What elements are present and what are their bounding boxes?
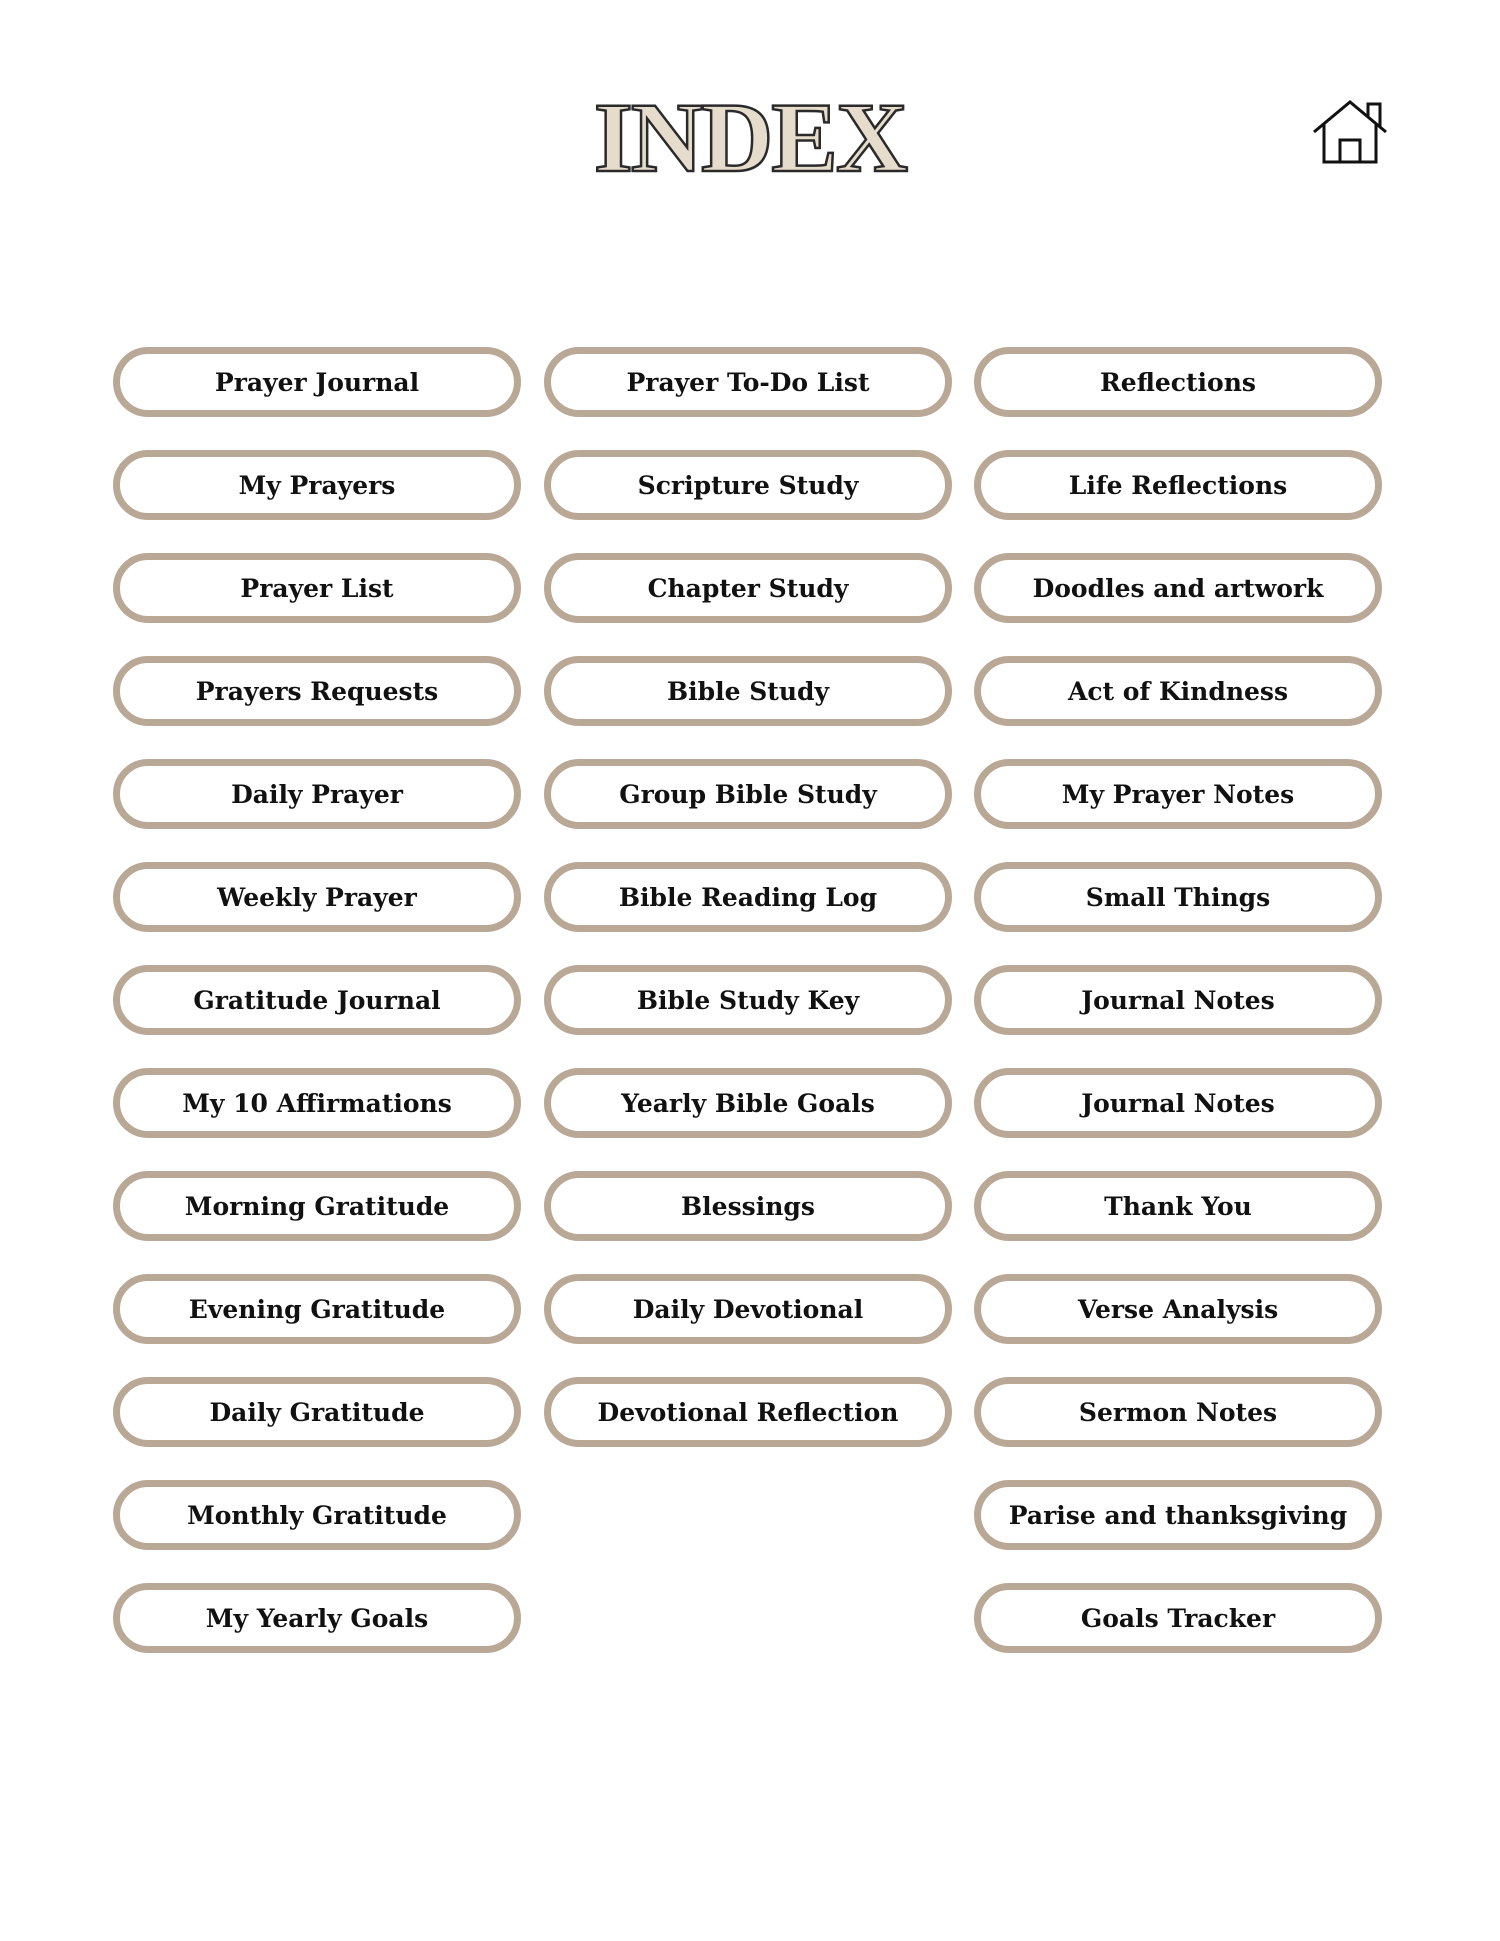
index-column-3 (974, 347, 1382, 1686)
index-link-prayer-journal[interactable]: Prayer Journal (113, 347, 521, 417)
index-link-group-bible-study[interactable]: Group Bible Study (544, 759, 952, 829)
index-link-yearly-bible-goals[interactable]: Yearly Bible Goals (544, 1068, 952, 1138)
index-link-life-reflections[interactable]: Life Reflections (974, 450, 1382, 520)
index-link-act-of-kindness[interactable]: Act of Kindness (974, 656, 1382, 726)
index-link-gratitude-journal[interactable]: Gratitude Journal (113, 965, 521, 1035)
index-link-bible-reading-log[interactable]: Bible Reading Log (544, 862, 952, 932)
index-link-thank-you[interactable]: Thank You (974, 1171, 1382, 1241)
index-link-journal-notes-2[interactable]: Journal Notes (974, 1068, 1382, 1138)
index-link-verse-analysis[interactable]: Verse Analysis (974, 1274, 1382, 1344)
index-link-small-things[interactable]: Small Things (974, 862, 1382, 932)
home-button[interactable] (1310, 98, 1390, 168)
home-icon (1310, 98, 1390, 168)
index-link-my-10-affirmations[interactable]: My 10 Affirmations (113, 1068, 521, 1138)
index-link-bible-study-key[interactable]: Bible Study Key (544, 965, 952, 1035)
index-link-weekly-prayer[interactable]: Weekly Prayer (113, 862, 521, 932)
index-link-my-yearly-goals[interactable]: My Yearly Goals (113, 1583, 521, 1653)
index-link-prayers-requests[interactable]: Prayers Requests (113, 656, 521, 726)
page-title: INDEX (593, 82, 907, 193)
index-link-reflections[interactable]: Reflections (974, 347, 1382, 417)
index-link-monthly-gratitude[interactable]: Monthly Gratitude (113, 1480, 521, 1550)
index-link-sermon-notes[interactable]: Sermon Notes (974, 1377, 1382, 1447)
index-link-journal-notes-1[interactable]: Journal Notes (974, 965, 1382, 1035)
index-link-prayer-list[interactable]: Prayer List (113, 553, 521, 623)
index-link-morning-gratitude[interactable]: Morning Gratitude (113, 1171, 521, 1241)
index-link-prayer-to-do-list[interactable]: Prayer To-Do List (544, 347, 952, 417)
index-link-daily-prayer[interactable]: Daily Prayer (113, 759, 521, 829)
index-link-goals-tracker[interactable]: Goals Tracker (974, 1583, 1382, 1653)
index-link-devotional-reflection[interactable]: Devotional Reflection (544, 1377, 952, 1447)
index-link-chapter-study[interactable]: Chapter Study (544, 553, 952, 623)
index-link-my-prayers[interactable]: My Prayers (113, 450, 521, 520)
index-link-evening-gratitude[interactable]: Evening Gratitude (113, 1274, 521, 1344)
index-column-1 (113, 347, 521, 1686)
index-link-doodles-and-artwork[interactable]: Doodles and artwork (974, 553, 1382, 623)
index-link-blessings[interactable]: Blessings (544, 1171, 952, 1241)
index-link-my-prayer-notes[interactable]: My Prayer Notes (974, 759, 1382, 829)
index-link-daily-gratitude[interactable]: Daily Gratitude (113, 1377, 521, 1447)
index-column-2 (544, 347, 952, 1480)
index-link-daily-devotional[interactable]: Daily Devotional (544, 1274, 952, 1344)
index-link-bible-study[interactable]: Bible Study (544, 656, 952, 726)
index-link-scripture-study[interactable]: Scripture Study (544, 450, 952, 520)
index-link-parise-and-thanksgiving[interactable]: Parise and thanksgiving (974, 1480, 1382, 1550)
